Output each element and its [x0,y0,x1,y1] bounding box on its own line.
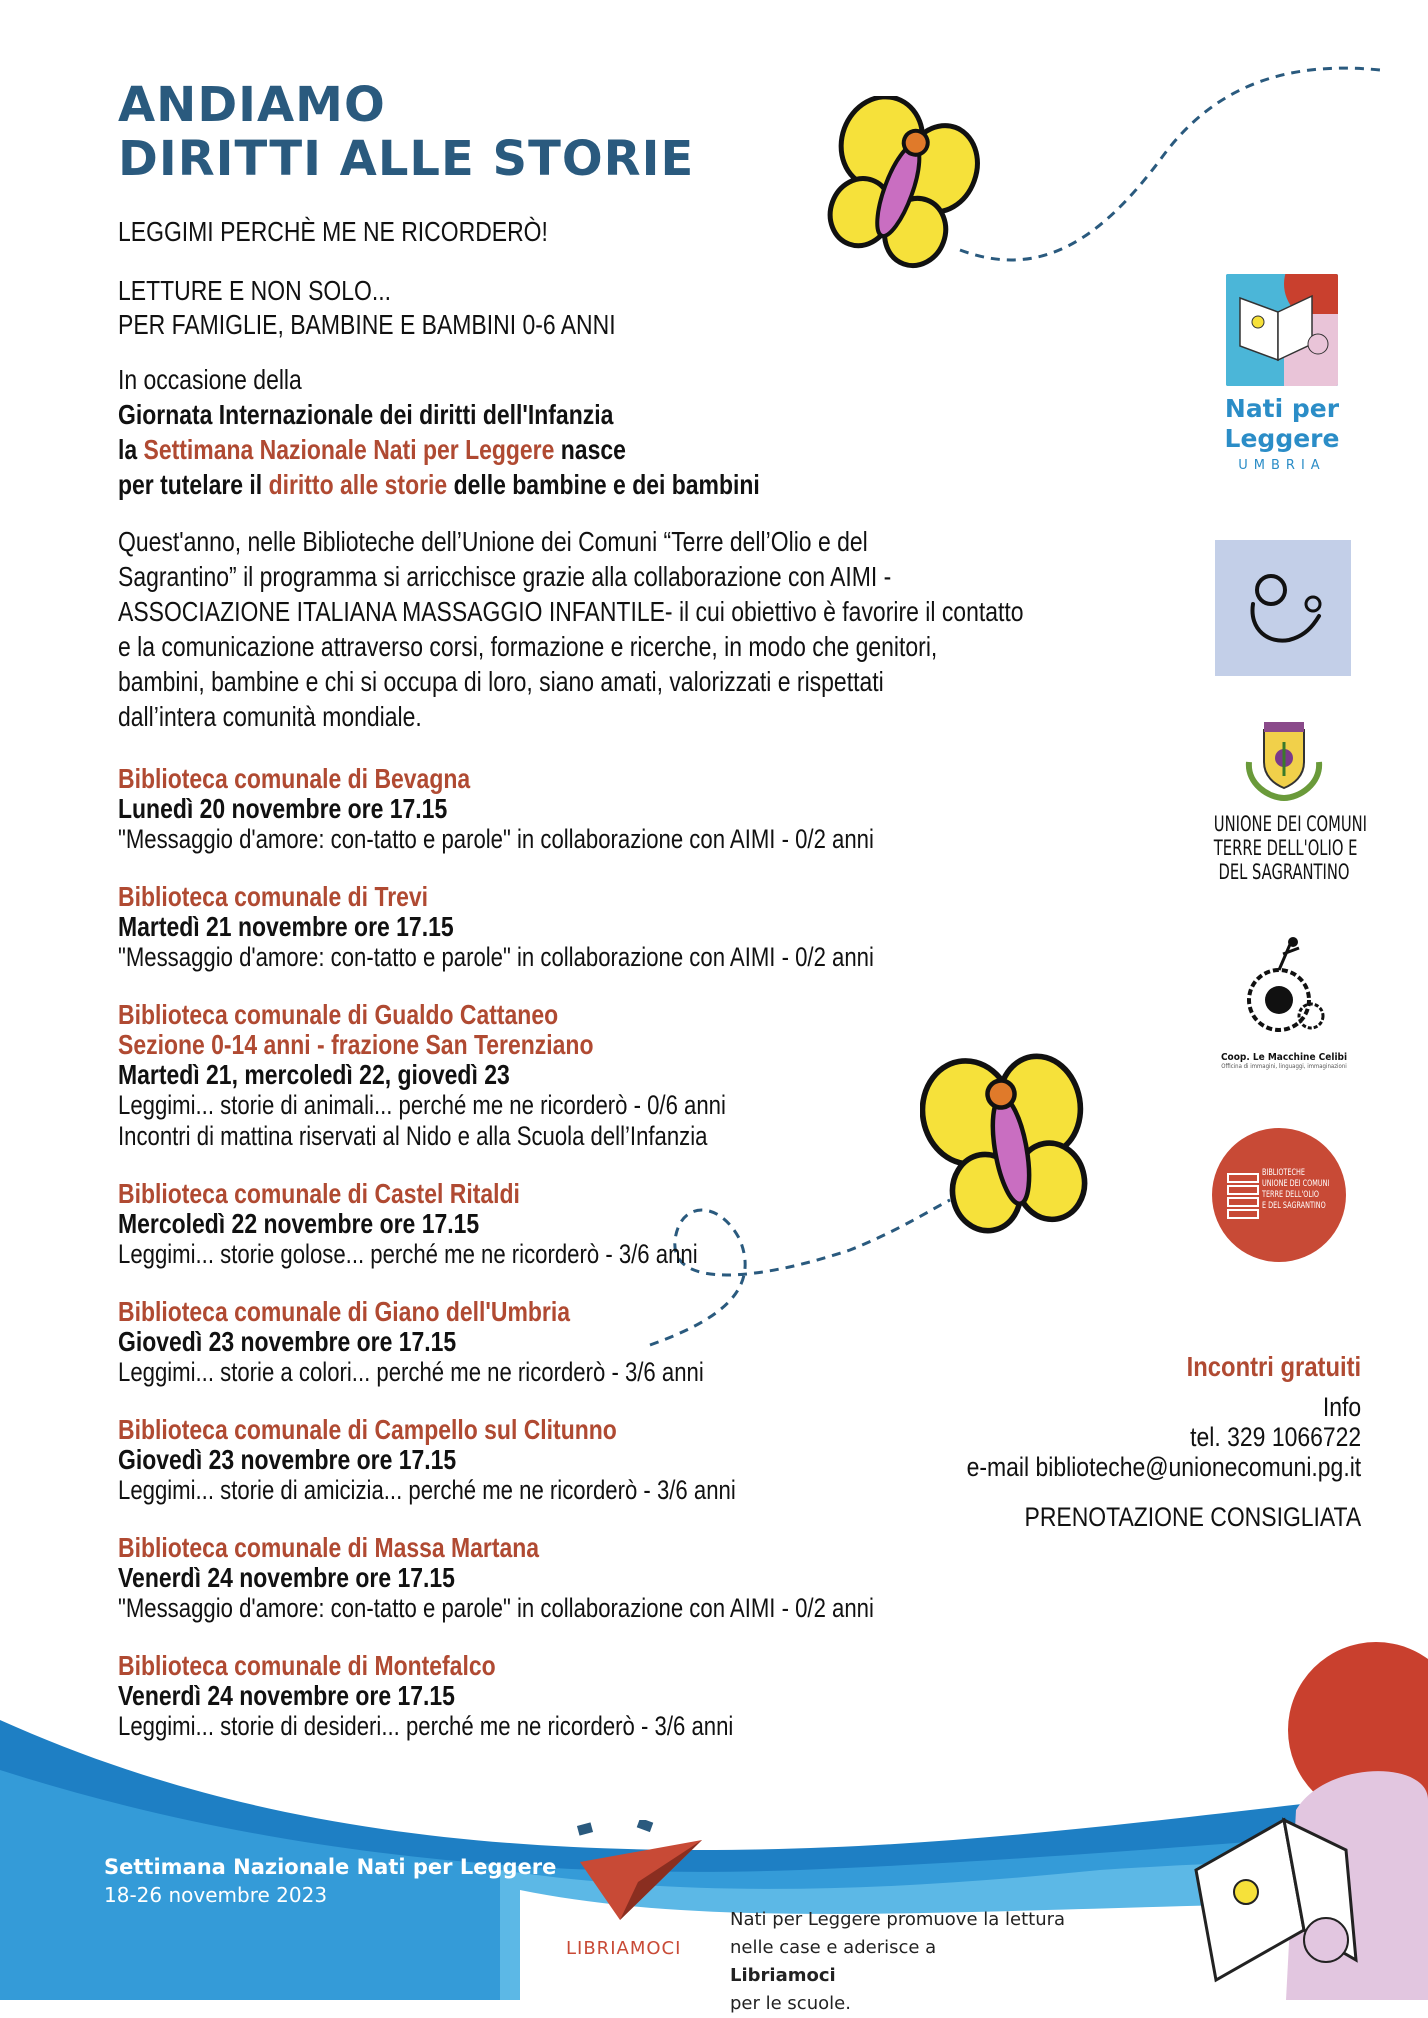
npl-name-line: Nati per [1224,394,1340,423]
event-date: Venerdì 24 novembre ore 17.15 [118,1680,455,1711]
event-description: Leggimi... storie di animali... perché me ne ricorderò - 0/6 anni [118,1090,726,1120]
bib-line: UNIONE DEI COMUNI [1262,1179,1330,1189]
description-line: e la comunicazione attraverso corsi, formazione e ricerche, in modo che genitori, [118,631,938,662]
event-note: Incontri di mattina riservati al Nido e alla Scuola dell’Infanzia [118,1121,708,1151]
event-description: "Messaggio d'amore: con-tatto e parole" in collaborazione con AIMI - 0/2 anni [118,1593,874,1623]
promo-line [730,1934,1065,2018]
description-line: bambini, bambine e chi si occupa di loro, siano amati, valorizzati e rispettati [118,666,884,697]
event-library: Biblioteca comunale di Gualdo Cattaneo [118,999,559,1030]
event-description: Leggimi... storie di amicizia... perché me ne ricorderò - 3/6 anni [118,1475,736,1505]
npl-region: UMBRIA [1238,458,1326,473]
event-date: Mercoledì 22 novembre ore 17.15 [118,1208,480,1239]
occasion-text: per tutelare il [118,469,269,500]
bib-line: TERRE DELL'OLIO [1262,1190,1319,1200]
description-line: ASSOCIAZIONE ITALIANA MASSAGGIO INFANTILE- il cui obiettivo è favorire il contatto [118,596,1024,627]
event-date: Giovedì 23 novembre ore 17.15 [118,1326,457,1357]
booking-note: PRENOTAZIONE CONSIGLIATA [1024,1502,1361,1532]
event-item [118,1000,1184,1152]
butterfly-icon [820,96,980,276]
event-library: Biblioteca comunale di Castel Ritaldi [118,1178,520,1209]
event-description: "Messaggio d'amore: con-tatto e parole" in collaborazione con AIMI - 0/2 anni [118,942,874,972]
event-item [118,1179,1184,1270]
footer-week-dates: 18-26 novembre 2023 [104,1883,328,1907]
description-line: Sagrantino” il programma si arricchisce grazie alla collaborazione con AIMI - [118,561,892,592]
occasion-text: nasce [554,434,626,465]
occasion-line-4 [118,467,760,502]
event-date: Lunedì 20 novembre ore 17.15 [118,793,448,824]
occasion-line-3 [118,432,760,467]
reading-child-illustration [1176,1640,1428,2000]
event-library: Biblioteca comunale di Massa Martana [118,1532,540,1563]
npl-name [1224,394,1340,454]
coop-macchine-celibi-logo [1214,934,1354,1070]
event-item [118,764,1184,855]
events-list [118,764,1184,1769]
event-date: Martedì 21, mercoledì 22, giovedì 23 [118,1059,510,1090]
audience [118,274,616,342]
event-date: Martedì 21 novembre ore 17.15 [118,911,454,942]
description [118,524,1266,734]
phone-number[interactable]: tel. 329 1066722 [1189,1422,1361,1452]
page-title [118,78,694,186]
promo-highlight: Libriamoci [730,1965,836,1986]
footer-week [104,1855,556,1907]
occasion-line-2: Giornata Internazionale dei diritti dell'Infanzia [118,399,614,430]
event-library: Biblioteca comunale di Bevagna [118,763,471,794]
unione-name [1213,812,1368,884]
promo-line: Nati per Leggere promuove la lettura [730,1909,1066,1930]
bicycle-machine-icon [1239,934,1329,1044]
coop-tagline: Officina di immagini, linguaggi, immaginazioni [1221,1063,1347,1070]
info-label: Info [1322,1392,1361,1422]
title-line-2: DIRITTI ALLE STORIE [118,131,695,187]
unione-line: TERRE DELL'OLIO E [1213,836,1358,860]
event-library: Biblioteca comunale di Trevi [118,881,429,912]
event-library: Biblioteca comunale di Montefalco [118,1650,496,1681]
biblioteche-text [1262,1168,1329,1212]
event-description: "Messaggio d'amore: con-tatto e parole" in collaborazione con AIMI - 0/2 anni [118,824,874,854]
info-block [966,1352,1361,1532]
biblioteche-unione-logo [1212,1128,1346,1262]
paper-plane-icon [576,1820,706,1930]
title-line-1: ANDIAMO [118,77,386,133]
occasion-highlight: diritto alle storie [268,469,448,500]
npl-name-line: Leggere [1224,424,1340,453]
books-icon [1226,1170,1260,1220]
bib-line: BIBLIOTECHE [1262,1168,1305,1178]
event-date: Venerdì 24 novembre ore 17.15 [118,1562,455,1593]
unione-line: DEL SAGRANTINO [1218,860,1350,884]
event-library-section: Sezione 0-14 anni - frazione San Terenziano [118,1029,594,1060]
occasion-text: la [118,434,144,465]
free-events-label: Incontri gratuiti [1186,1351,1361,1382]
nati-per-leggere-logo [1224,274,1340,473]
event-description: Leggimi... storie golose... perché me ne ricorderò - 3/6 anni [118,1239,698,1269]
audience-line-2: PER FAMIGLIE, BAMBINE E BAMBINI 0-6 ANNI [118,309,616,340]
reading-child-icon [1226,274,1338,386]
unione-line: UNIONE DEI COMUNI [1213,812,1368,836]
aimi-mother-child-icon [1215,540,1351,676]
promo-text: nelle case e aderisce a [730,1937,937,1958]
event-library: Biblioteca comunale di Campello sul Clitunno [118,1414,617,1445]
subtitle: LEGGIMI PERCHÈ ME NE RICORDERÒ! [118,216,548,247]
event-item [118,1533,1184,1624]
description-line: dall’intera comunità mondiale. [118,701,422,732]
event-description: Leggimi... storie a colori... perché me ne ricorderò - 3/6 anni [118,1357,704,1387]
event-date: Giovedì 23 novembre ore 17.15 [118,1444,457,1475]
event-library: Biblioteca comunale di Giano dell'Umbria [118,1296,570,1327]
email-link[interactable]: e-mail biblioteche@unionecomuni.pg.it [966,1452,1361,1482]
event-description: Leggimi... storie di desideri... perché me ne ricorderò - 3/6 anni [118,1711,734,1741]
footer-promo [730,1906,1065,2018]
occasion-text: delle bambine e dei bambini [447,469,760,500]
occasion-highlight: Settimana Nazionale Nati per Leggere [143,434,555,465]
footer-week-title: Settimana Nazionale Nati per Leggere [104,1855,557,1879]
coat-of-arms-icon [1239,712,1329,802]
occasion-line-1: In occasione della [118,364,302,395]
audience-line-1: LETTURE E NON SOLO... [118,275,392,306]
bib-line: E DEL SAGRANTINO [1262,1201,1326,1211]
promo-text: per le scuole. [730,1993,851,2014]
libriamoci-logo-text: LIBRIAMOCI [566,1938,682,1959]
unione-comuni-logo [1194,712,1374,884]
aimi-logo [1215,540,1351,676]
coop-name: Coop. Le Macchine Celibi [1220,1052,1348,1063]
event-item [118,882,1184,973]
description-line: Quest'anno, nelle Biblioteche dell’Unione dei Comuni “Terre dell’Olio e del [118,526,868,557]
occasion-block [118,362,760,502]
